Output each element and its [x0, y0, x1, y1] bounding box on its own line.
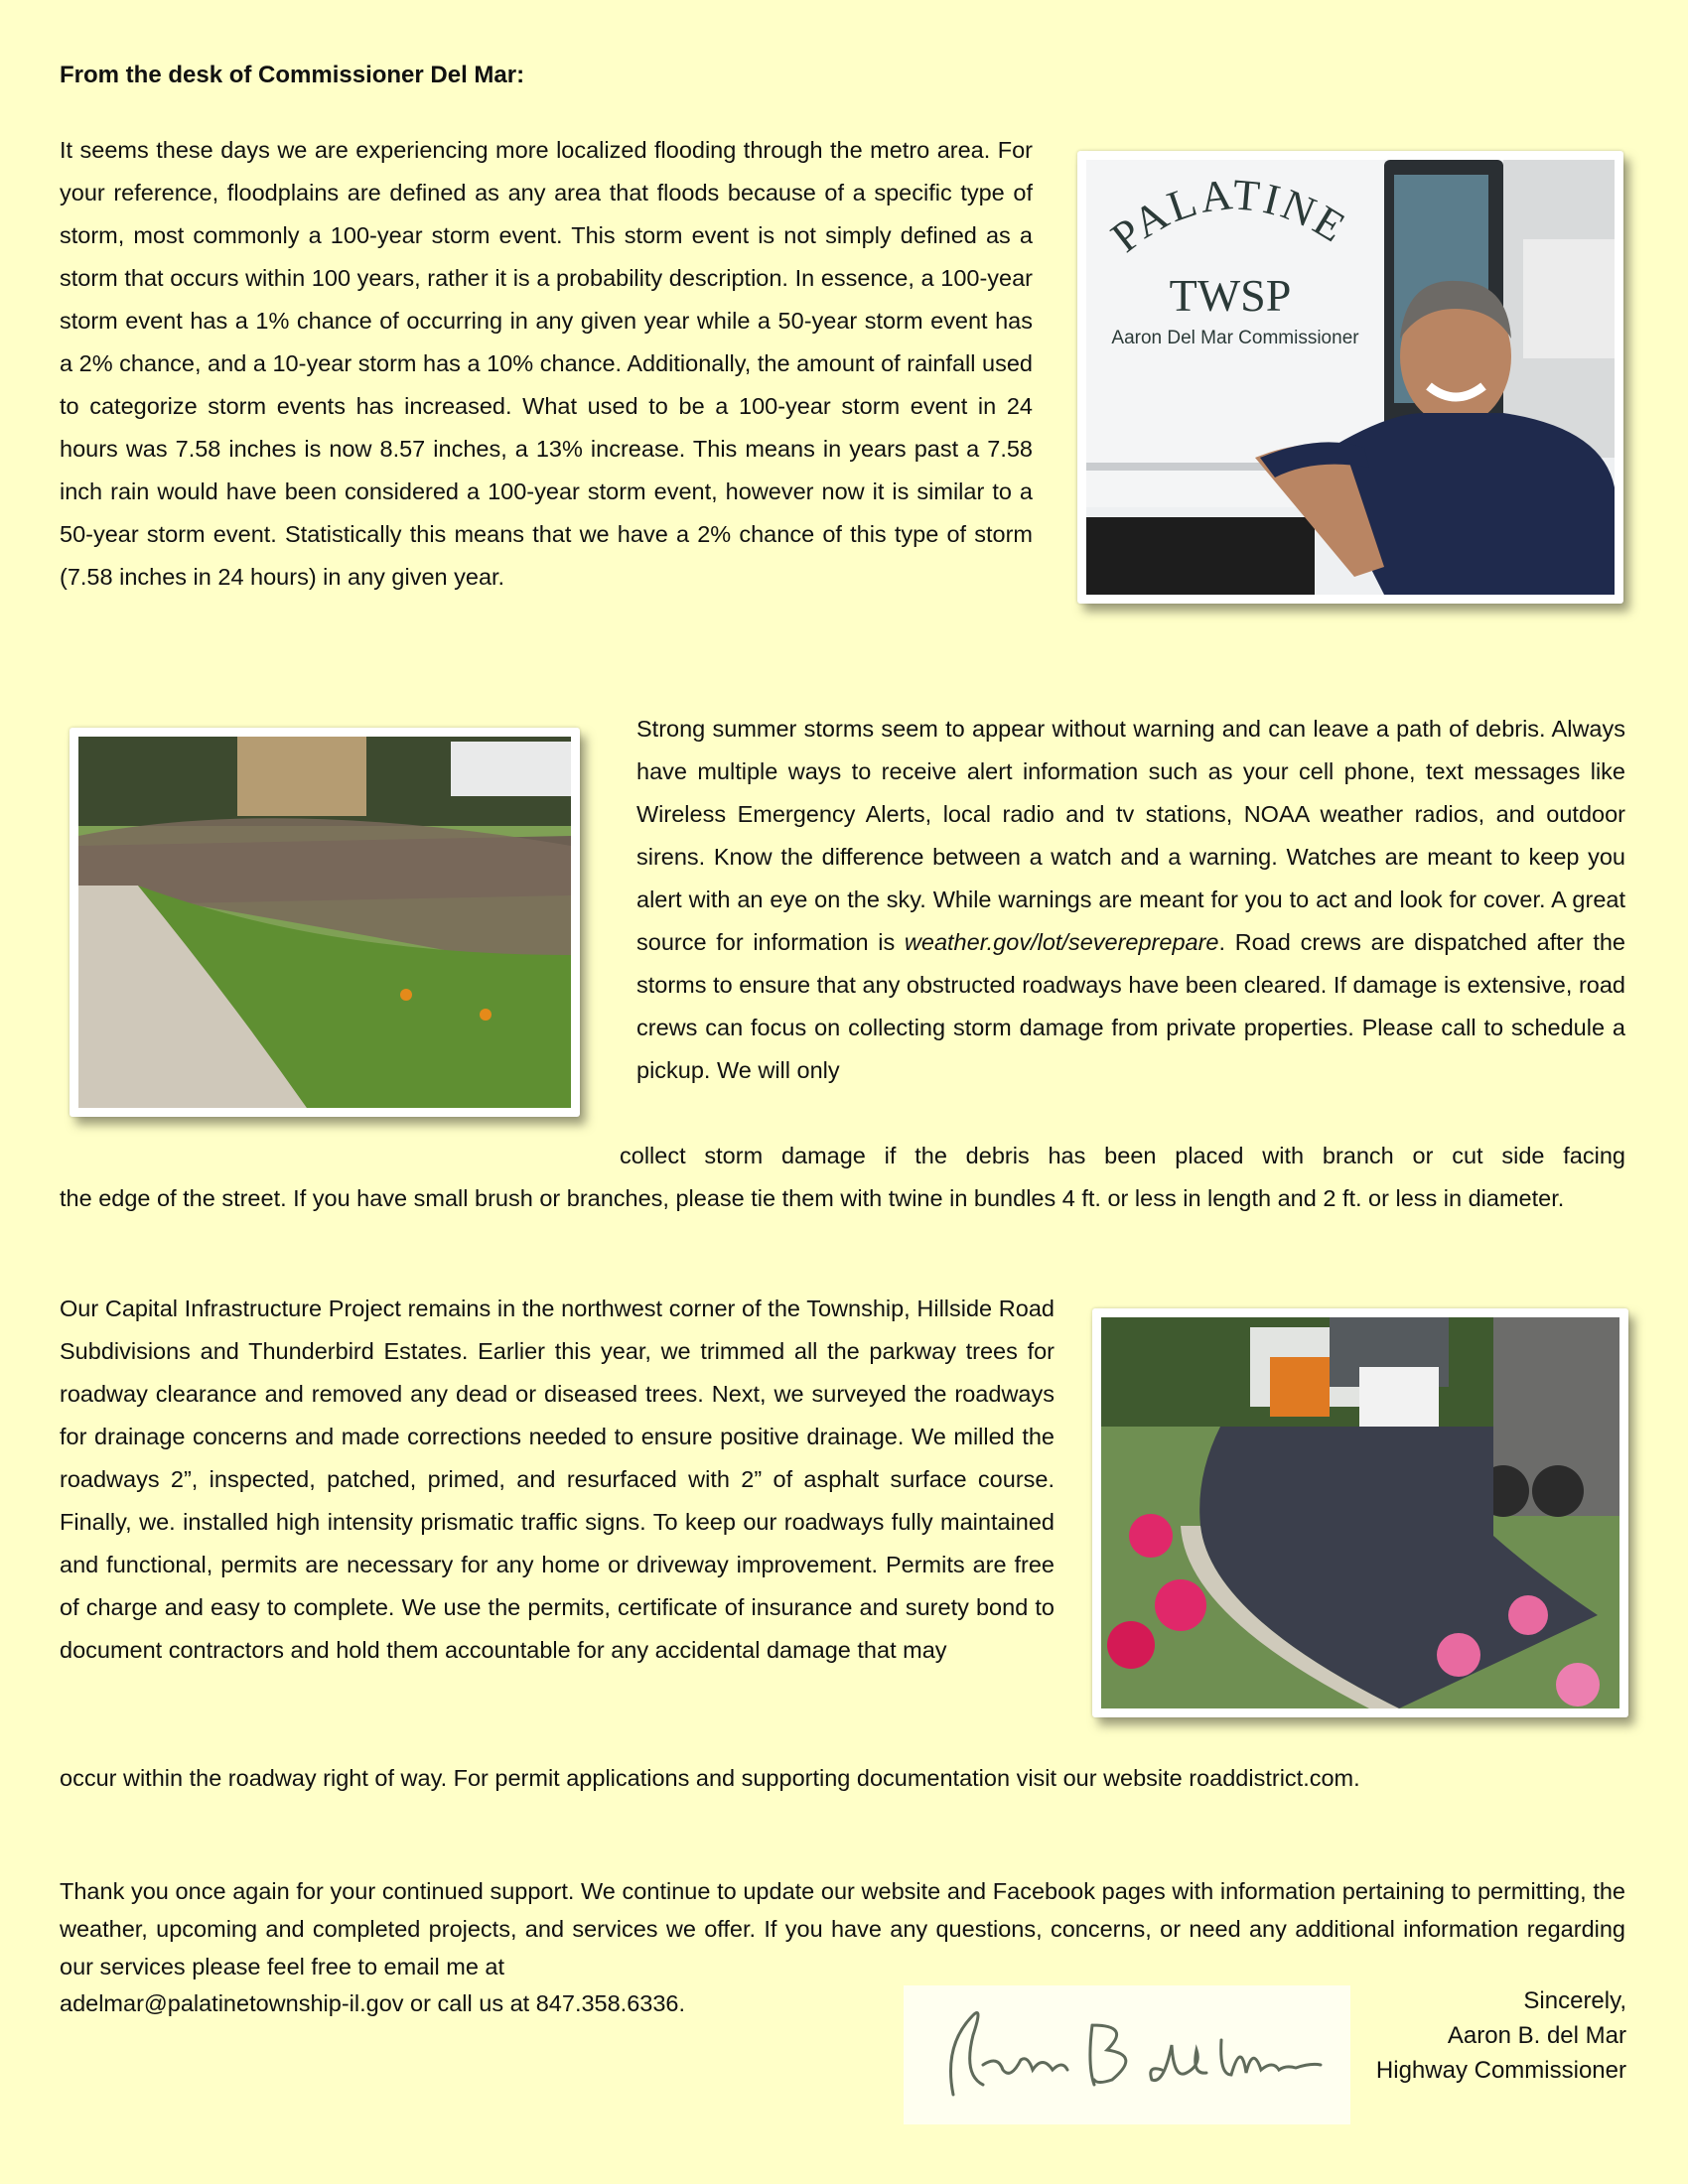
paragraph-storms	[636, 708, 1625, 1092]
paragraph-infrastructure-tail: occur within the roadway right of way. For permit applications and supporting documentation visit our website roaddistrict.com.	[60, 1765, 1360, 1791]
paragraph-flooding: It seems these days we are experiencing more localized flooding through the metro area. For your reference, floodplains are defined as any area that floods because of a specific type of storm, most commonly a 100-year storm event. This storm event is not simply defined as a storm that occurs within 100 years, rather it is a probability description. In essence, a 100-year storm event has a 1% chance of occurring in any given year while a 50-year storm event has a 2% chance, and a 10-year storm has a 10% chance. Additionally, the amount of rainfall used to categorize storm events has increased. What used to be a 100-year storm event in 24 hours was 7.58 inches is now 8.57 inches, a 13% increase. This means in years past a 7.58 inch rain would have been considered a 100-year storm event, however now it is similar to a 50-year storm event. Statistically this means that we have a 2% chance of this type of storm (7.58 inches in 24 hours) in any given year.	[60, 137, 1033, 590]
photo-road-paving	[1092, 1308, 1628, 1717]
storms-text: Strong summer storms seem to appear without warning and can leave a path of debris. Always have multiple ways to receive alert information such as your cell phone, text messages like Wireless Emergency Alerts, local radio and tv stations, NOAA weather radios, and outdoor sirens. Know the difference between a watch and a warning. Watches are meant to keep you alert with an eye on the sky. While warnings are meant for you to act and look for cover. A great source for information is	[636, 716, 1625, 955]
page-heading: From the desk of Commissioner Del Mar:	[60, 62, 525, 88]
photo-storm-debris	[70, 728, 580, 1117]
storms-text-cont: . Road crews are dispatched after the storms to ensure that any obstructed roadways have been cleared. If damage is extensive, road crews can focus on collecting storm damage from private properties. Please call to schedule a pickup. We will only	[636, 929, 1625, 1083]
truck-arc-text: PALATINE	[1102, 170, 1356, 262]
signer-title: Highway Commissioner	[1375, 2057, 1626, 2084]
weather-link[interactable]: weather.gov/lot/severeprepare	[904, 929, 1219, 955]
signature-image	[904, 1985, 1350, 2124]
paragraph-infrastructure: Our Capital Infrastructure Project remains in the northwest corner of the Township, Hillside Road Subdivisions and Thunderbird Estates. Earlier this year, we trimmed all the parkway trees for roadway clearance and removed any dead or diseased trees. Next, we surveyed the roadways for drainage concerns and made corrections needed to ensure positive drainage. We milled the roadways 2”, inspected, patched, primed, and resurfaced with 2” of asphalt surface course. Finally, we. installed high intensity prismatic traffic signs. To keep our roadways fully maintained and functional, permits are necessary for any home or driveway improvement. Permits are free of charge and easy to complete. We use the permits, certificate of insurance and surety bond to document contractors and hold them accountable for any accidental damage that may	[60, 1296, 1055, 1663]
truck-big-text: TWSP	[1169, 270, 1292, 321]
sincerely-text: Sincerely,	[1523, 1987, 1626, 2014]
contact-line: adelmar@palatinetownship-il.gov or call us at 847.358.6336.	[60, 1990, 686, 2016]
closing-block	[1376, 1983, 1626, 2088]
paragraph-storms-line: collect storm damage if the debris has been placed with branch or cut side facing	[620, 1143, 1625, 1168]
truck-sub-text: Aaron Del Mar Commissioner	[1111, 328, 1359, 348]
paragraph-storms-tail: the edge of the street. If you have small brush or branches, please tie them with twine in bundles 4 ft. or less in length and 2 ft. or less in diameter.	[60, 1185, 1565, 1211]
signer-name: Aaron B. del Mar	[1447, 2022, 1626, 2049]
paragraph-thanks: Thank you once again for your continued support. We continue to update our website and Facebook pages with information pertaining to permitting, the weather, upcoming and completed projects, and services we offer. If you have any questions, concerns, or need any additional information regarding our services please feel free to email me at	[60, 1878, 1625, 1979]
photo-commissioner-truck	[1077, 151, 1623, 604]
